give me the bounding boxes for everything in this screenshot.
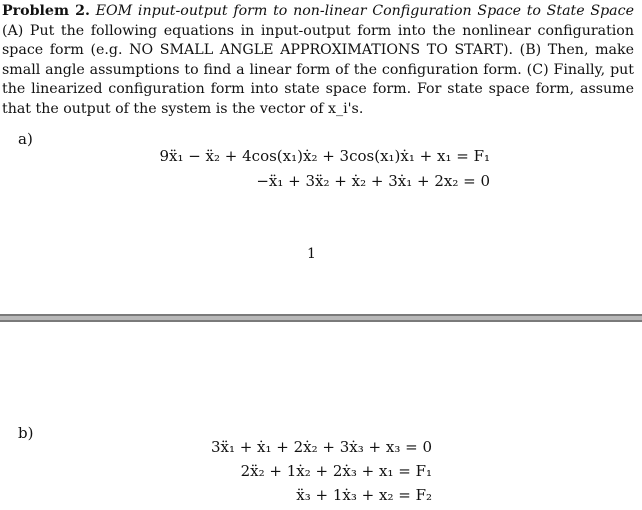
part-b-equation-3: ẍ₃ + 1ẋ₃ + x₂ = F₂: [296, 486, 432, 504]
problem-heading: Problem 2.: [2, 3, 90, 19]
problem-body: (A) Put the following equations in input-output form into the nonlinear configuration space form (e.g. NO SMALL ANGLE APPROXIMATIONS TO START). (B) Then, make small angle assumptions to find a linear form of the configuration form. (C) Finally, put the linearized configuration form into state space form. For state space form, assume that the output of the system is the vector of x_i's.: [2, 22, 634, 117]
part-b-label: b): [18, 424, 34, 442]
page-divider: [0, 314, 642, 322]
part-b-equation-1: 3ẍ₁ + ẋ₁ + 2ẋ₂ + 3ẋ₃ + x₃ = 0: [210, 438, 432, 456]
part-b-equation-2: 2ẍ₂ + 1ẋ₂ + 2ẋ₃ + x₁ = F₁: [240, 462, 432, 480]
problem-statement: [2, 2, 634, 120]
part-a-label: a): [18, 130, 33, 148]
page-number: 1: [307, 246, 316, 262]
part-a-equation-2: −ẍ₁ + 3ẍ₂ + ẋ₂ + 3ẋ₁ + 2x₂ = 0: [256, 172, 490, 190]
part-a-equation-1: 9ẍ₁ − ẍ₂ + 4cos(x₁)ẋ₂ + 3cos(x₁)ẋ₁ + x₁ = F₁: [159, 147, 490, 165]
problem-subtitle: EOM input-output form to non-linear Configuration Space to State Space: [95, 3, 634, 19]
